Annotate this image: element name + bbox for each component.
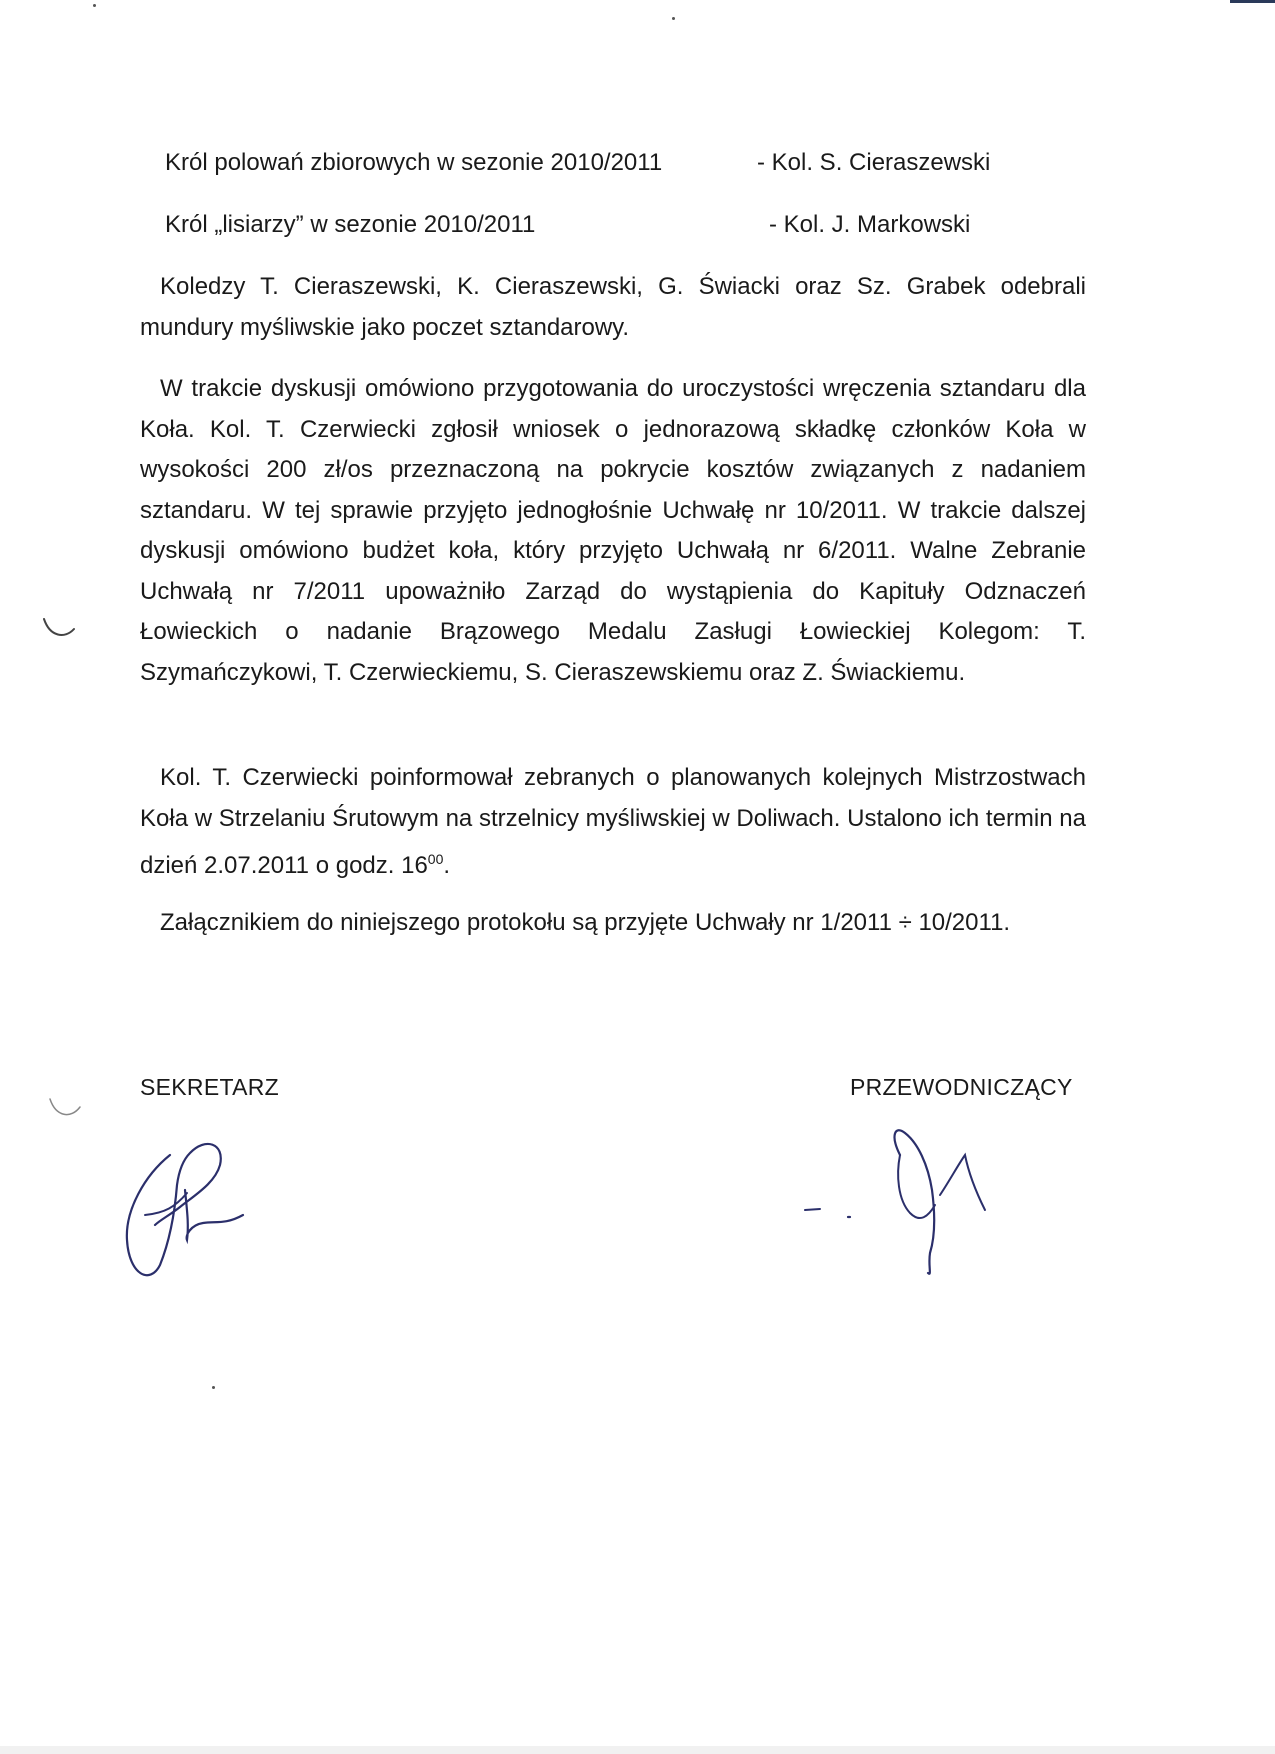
- scan-speck: [672, 17, 675, 20]
- paragraph-championship: [140, 758, 1086, 887]
- punch-hole-mark: [46, 1095, 86, 1125]
- scan-speck: [212, 1386, 215, 1389]
- paragraph-discussion: [140, 369, 1086, 693]
- award-label: Król „lisiarzy” w sezonie 2010/2011: [165, 211, 536, 238]
- secretary-signature: [115, 1115, 265, 1290]
- scan-bottom-shadow: [0, 1746, 1275, 1754]
- award-winner: - Kol. J. Markowski: [769, 211, 971, 238]
- paragraph-text: Załącznikiem do niniejszego protokołu są przyjęte Uchwały nr 1/2011 ÷ 10/2011.: [160, 909, 1011, 936]
- scan-speck: [93, 4, 96, 7]
- paragraph-attachments: [140, 903, 1086, 944]
- paragraph-text: Kol. T. Czerwiecki poinformował zebranych o planowanych kolejnych Mistrzostwach Koła w Strzelaniu Śrutowym na strzelnicy myśliwskiej w Doliwach. Ustalono ich termin na dzień 2.07.2011 o godz. 16: [140, 764, 1086, 879]
- secretary-label: SEKRETARZ: [140, 1074, 280, 1100]
- chairman-label: PRZEWODNICZĄCY: [850, 1074, 1073, 1100]
- time-suffix: .: [443, 852, 451, 879]
- time-superscript: 00: [427, 851, 444, 867]
- paragraph-text: Koledzy T. Cieraszewski, K. Cieraszewski, G. Świacki oraz Sz. Grabek odebrali mundury myśliwskie jako poczet sztandarowy.: [140, 273, 1086, 341]
- paragraph-text: W trakcie dyskusji omówiono przygotowania do uroczystości wręczenia sztandaru dla Koła. Kol. T. Czerwiecki zgłosił wniosek o jednorazową składkę członków Koła w wysokości 200 zł/os przeznaczoną na pokrycie kosztów związanych z nadaniem sztandaru. W tej sprawie przyjęto jednogłośnie Uchwałę nr 10/2011. W trakcie dalszej dyskusji omówiono budżet koła, który przyjęto Uchwałą nr 6/2011. Walne Zebranie Uchwałą nr 7/2011 upoważniło Zarząd do wystąpienia do Kapituły Odznaczeń Łowieckich o nadanie Brązowego Medalu Zasługi Łowieckiej Kolegom: T. Szymańczykowi, T. Czerwieckiemu, S. Cieraszewskiemu oraz Z. Świackiemu.: [140, 375, 1086, 686]
- award-winner: - Kol. S. Cieraszewski: [757, 149, 991, 176]
- award-label: Król polowań zbiorowych w sezonie 2010/2011: [165, 149, 663, 176]
- paragraph-uniforms: [140, 267, 1086, 348]
- punch-hole-mark: [40, 615, 80, 645]
- chairman-signature: [800, 1125, 1060, 1285]
- scan-edge-mark: [1230, 0, 1275, 3]
